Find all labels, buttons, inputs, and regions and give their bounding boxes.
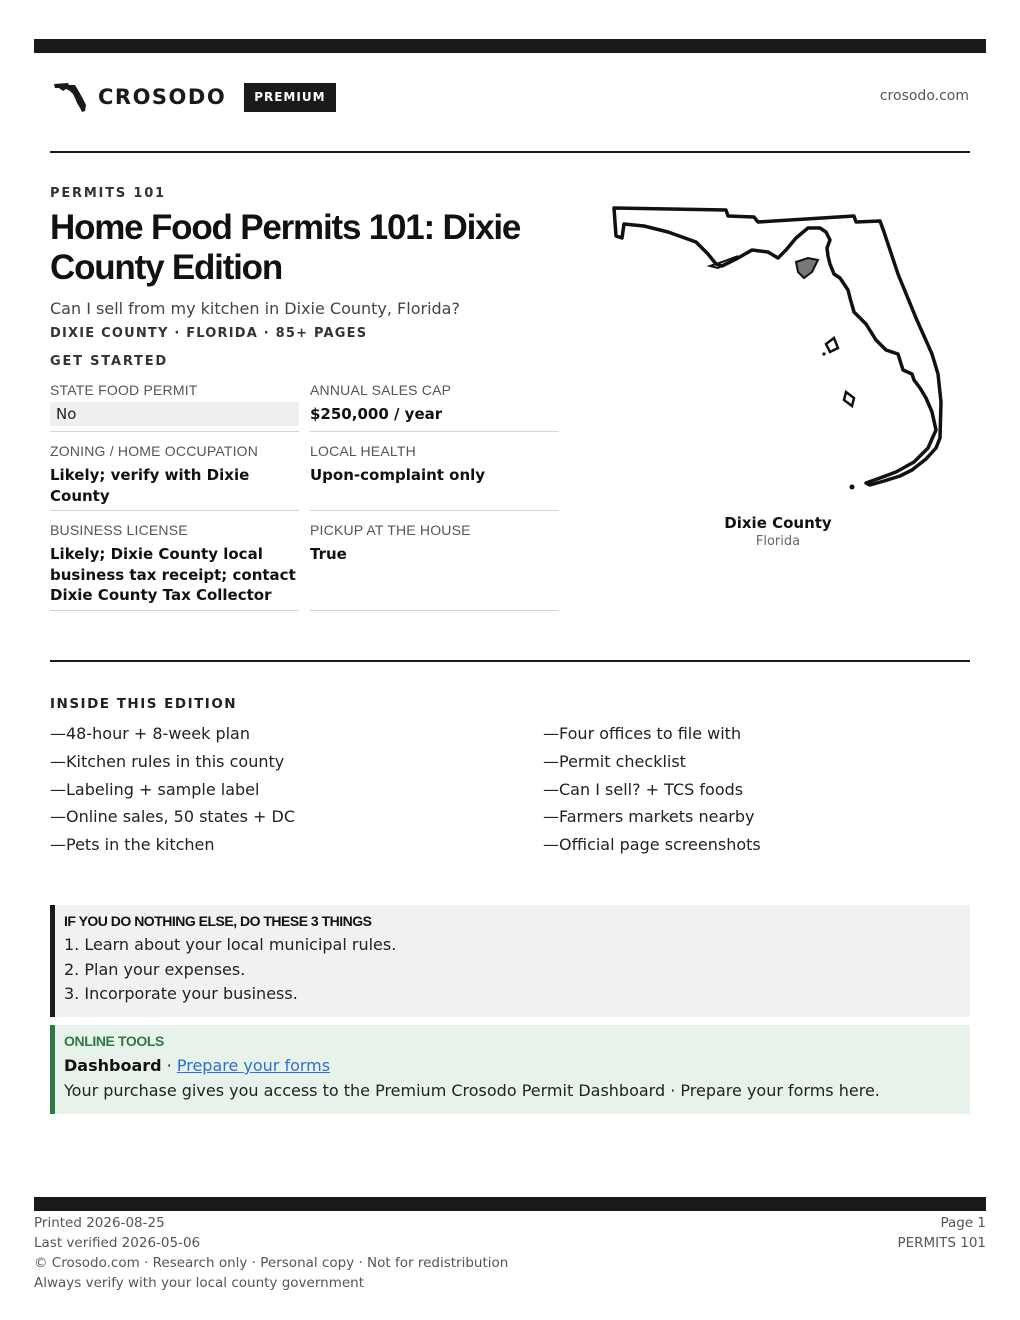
tampa-bay-inlet [826, 338, 838, 352]
dixie-county-highlight [796, 258, 818, 278]
disclaimer: Always verify with your local county government [34, 1275, 364, 1291]
tools-dashboard-line [64, 1056, 970, 1075]
callout-item: 3. Incorporate your business. [64, 984, 298, 1003]
island-dot [850, 485, 855, 490]
three-things-callout [50, 905, 970, 1017]
toc-item[interactable]: —Online sales, 50 states + DC [50, 807, 296, 827]
fact-label: LOCAL HEALTH [310, 443, 416, 459]
tools-heading: ONLINE TOOLS [64, 1033, 164, 1049]
map-county-name: Dixie County [724, 514, 832, 532]
toc-heading: INSIDE THIS EDITION [50, 696, 238, 712]
florida-county-map [608, 202, 948, 494]
toc-item[interactable]: —Labeling + sample label [50, 779, 260, 799]
fact-label: STATE FOOD PERMIT [50, 382, 198, 398]
fact-label: ZONING / HOME OCCUPATION [50, 443, 259, 459]
fact-business-license [50, 522, 299, 611]
fact-zoning [50, 443, 299, 511]
toc-item[interactable]: —Can I sell? + TCS foods [543, 779, 744, 799]
page-title: Home Food Permits 101: Dixie County Edition [50, 208, 521, 287]
toc-item[interactable]: —Permit checklist [543, 751, 686, 771]
top-rule-bar [34, 39, 986, 53]
charlotte-harbor-inlet [844, 392, 854, 406]
toc-left-column [50, 724, 295, 863]
hero-divider [50, 660, 970, 662]
fact-label: PICKUP AT THE HOUSE [310, 522, 471, 538]
footer-right [897, 1213, 986, 1253]
fact-label: ANNUAL SALES CAP [310, 382, 452, 398]
fact-annual-sales-cap [310, 382, 559, 432]
get-started-heading: GET STARTED [50, 354, 168, 369]
florida-outline [614, 208, 941, 485]
callout-item: 1. Learn about your local municipal rules. [64, 935, 397, 954]
toc-right-column [543, 724, 761, 863]
premium-badge: PREMIUM [244, 83, 335, 112]
toc-item[interactable]: —Pets in the kitchen [50, 835, 215, 855]
map-caption [678, 514, 878, 549]
dashboard-label: Dashboard [64, 1056, 162, 1075]
footer-section: PERMITS 101 [897, 1235, 986, 1251]
tools-description: Your purchase gives you access to the Premium Crosodo Permit Dashboard · Prepare your forms here. [64, 1081, 880, 1100]
footer-left [34, 1213, 508, 1293]
printed-date: Printed 2026-08-25 [34, 1215, 165, 1231]
copyright-notice: © Crosodo.com · Research only · Personal copy · Not for redistribution [34, 1255, 509, 1271]
toc-item[interactable]: —Official page screenshots [543, 835, 761, 855]
fact-pickup-at-house [310, 522, 559, 611]
page-number: Page 1 [940, 1215, 986, 1231]
separator: · [161, 1056, 177, 1075]
prepare-forms-link[interactable]: Prepare your forms [176, 1056, 331, 1075]
verified-date: Last verified 2026-05-06 [34, 1235, 201, 1251]
toc-item[interactable]: —Four offices to file with [543, 724, 742, 743]
fact-label: BUSINESS LICENSE [50, 522, 188, 538]
callout-heading: IF YOU DO NOTHING ELSE, DO THESE 3 THINGS [64, 913, 372, 929]
florida-logo-icon [52, 81, 88, 113]
fact-value: Likely; Dixie County local business tax receipt; contact Dixie County Tax Collector [50, 545, 296, 604]
fact-state-food-permit [50, 382, 299, 432]
page-subtitle: Can I sell from my kitchen in Dixie County, Florida? [50, 299, 460, 318]
toc-item[interactable]: —Kitchen rules in this county [50, 751, 285, 771]
section-eyebrow: PERMITS 101 [50, 186, 166, 201]
online-tools-panel [50, 1025, 970, 1114]
callout-item: 2. Plan your expenses. [64, 959, 246, 979]
edition-meta: DIXIE COUNTY · FLORIDA · 85+ PAGES [50, 326, 368, 341]
island-dot [822, 352, 825, 355]
bottom-rule-bar [34, 1197, 986, 1211]
brand[interactable] [52, 80, 336, 114]
fact-value: Upon-complaint only [310, 466, 486, 484]
map-state-name: Florida [755, 534, 801, 549]
header-divider [50, 151, 970, 153]
toc-item[interactable]: —48-hour + 8-week plan [50, 724, 250, 743]
fact-value: True [310, 545, 347, 563]
fact-value: Likely; verify with Dixie County [50, 466, 250, 505]
brand-name: CROSODO [98, 85, 227, 109]
fact-local-health [310, 443, 559, 511]
toc-item[interactable]: —Farmers markets nearby [543, 807, 755, 827]
fact-value: $250,000 / year [310, 405, 443, 423]
fact-value: No [50, 402, 299, 426]
site-url[interactable]: crosodo.com [879, 88, 969, 104]
